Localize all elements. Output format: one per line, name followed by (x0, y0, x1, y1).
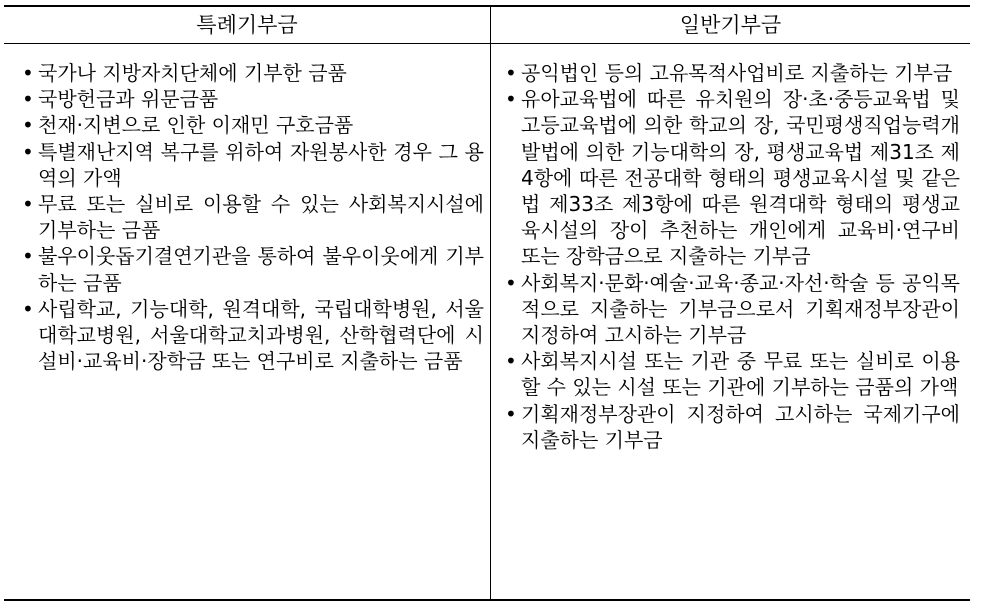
general-donation-item (491, 60, 970, 86)
bullet-icon: • (22, 61, 34, 85)
bullet-icon: • (505, 270, 517, 295)
general-donation-item (491, 348, 970, 400)
general-donation-list (491, 60, 970, 453)
special-donation-item (4, 139, 490, 191)
bullet-icon: • (505, 87, 517, 112)
general-donation-item-text: 사회복지·문화·예술·교육·종교·자선·학술 등 공익목적으로 지출하는 기부금으로서 기획재정부장관이 지정하여 고시하는 기부금 (521, 270, 960, 348)
special-donation-item-text: 특별재난지역 복구를 위하여 자원봉사한 경우 그 용역의 가액 (38, 139, 484, 190)
bullet-icon: • (22, 139, 34, 164)
header-general-donation: 일반기부금 (679, 13, 782, 37)
bullet-icon: • (22, 244, 34, 269)
bullet-icon: • (22, 87, 34, 112)
special-donation-item (4, 296, 490, 375)
bullet-icon: • (505, 349, 517, 374)
special-donation-item-text: 천재·지변으로 인한 이재민 구호금품 (38, 113, 354, 138)
table-bottom-border (4, 599, 970, 601)
special-donation-item-text: 불우이웃돕기결연기관을 통하여 불우이웃에게 기부하는 금품 (38, 244, 484, 295)
header-special-donation: 특례기부금 (196, 13, 298, 37)
bullet-icon: • (22, 296, 34, 321)
special-donation-item-text: 무료 또는 실비로 이용할 수 있는 사회복지시설에 기부하는 금품 (38, 192, 484, 243)
special-donation-item-text: 국방헌금과 위문금품 (38, 87, 219, 112)
general-donation-item (491, 270, 970, 349)
general-donation-item-text: 사회복지시설 또는 기관 중 무료 또는 실비로 이용할 수 있는 시설 또는 기관에 기부하는 금품의 가액 (521, 349, 960, 400)
special-donation-item (4, 60, 490, 86)
donation-comparison-table (4, 5, 970, 601)
bullet-icon: • (22, 192, 34, 217)
general-donation-item-text: 기획재정부장관이 지정하여 고시하는 국제기구에 지출하는 기부금 (521, 401, 960, 452)
general-donation-item-text: 공익법인 등의 고유목적사업비로 지출하는 기부금 (521, 61, 953, 85)
general-donation-item-text: 유아교육법에 따른 유치원의 장·초·중등교육법 및 고등교육법에 의한 학교의 장, 국민평생직업능력개발법에 의한 기능대학의 장, 평생교육법 제31조 제4항에 따른 전공대학 형태의 평생교육시설 및 같은 법 제33조 제3항에 따른 원격대학 형태의 평생교육시설의 장이 추천하는 개인에게 교육비·연구비 또는 장학금으로 지출하는 기부금 (521, 87, 960, 269)
special-donation-list (4, 60, 490, 374)
special-donation-item (4, 243, 490, 295)
bullet-icon: • (22, 113, 34, 138)
special-donation-item (4, 86, 490, 112)
special-donation-item-text: 사립학교, 기능대학, 원격대학, 국립대학병원, 서울대학교병원, 서울대학교치과병원, 산학협력단에 시설비·교육비·장학금 또는 연구비로 지출하는 금품 (38, 296, 484, 374)
special-donation-item (4, 112, 490, 138)
general-donation-item (491, 401, 970, 453)
header-divider (4, 43, 970, 44)
bullet-icon: • (505, 61, 517, 85)
general-donation-item (491, 86, 970, 269)
special-donation-item (4, 191, 490, 243)
bullet-icon: • (505, 401, 517, 426)
special-donation-item-text: 국가나 지방자치단체에 기부한 금품 (38, 61, 347, 85)
